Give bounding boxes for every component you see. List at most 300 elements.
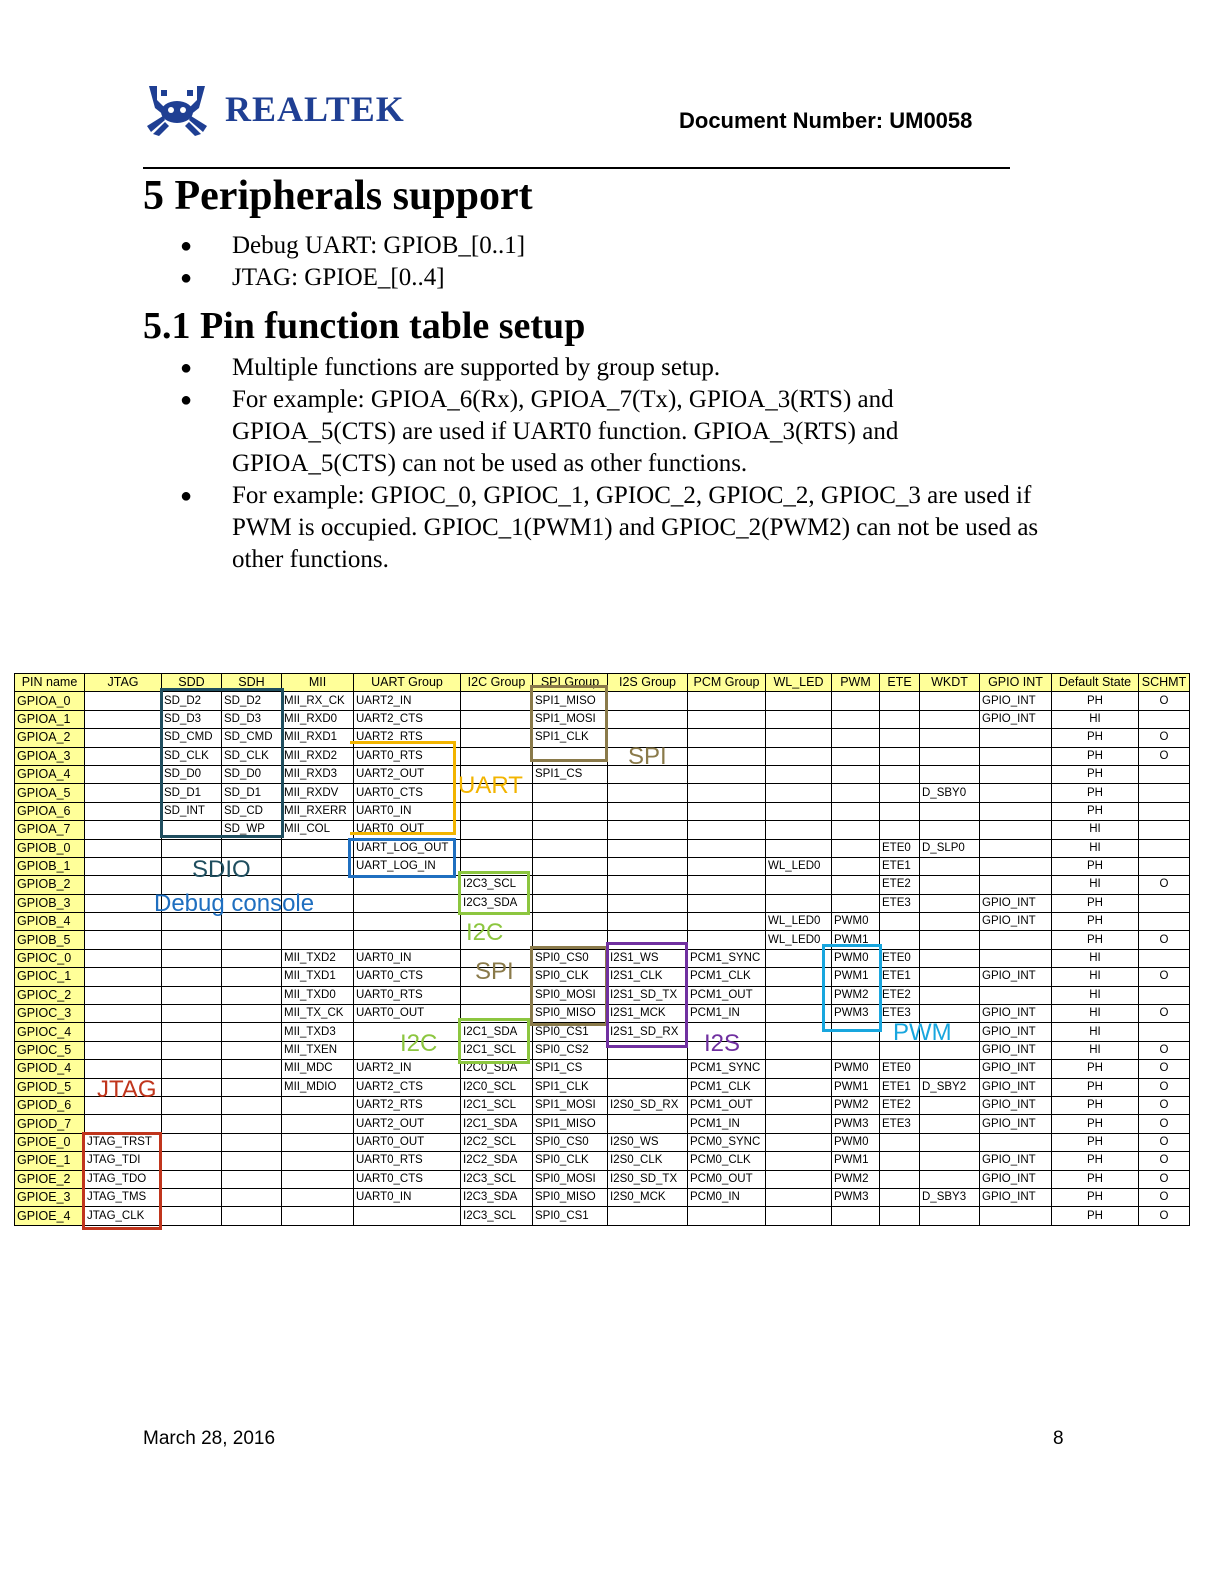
table-cell: GPIO_INT <box>980 1005 1052 1023</box>
table-row <box>15 1078 1190 1096</box>
table-cell <box>282 1152 354 1170</box>
table-cell: PH <box>1052 747 1139 765</box>
i2c-label-top: I2C <box>466 919 504 946</box>
table-cell: PCM1_SYNC <box>688 949 766 967</box>
table-row <box>15 1133 1190 1151</box>
table-cell <box>920 1060 980 1078</box>
pin-name-cell: GPIOE_3 <box>15 1188 85 1206</box>
table-cell <box>766 729 832 747</box>
table-row <box>15 949 1190 967</box>
table-cell: UART0_RTS <box>354 986 461 1004</box>
table-row <box>15 765 1190 783</box>
jtag-label: JTAG <box>97 1076 157 1103</box>
table-cell: ETE2 <box>880 986 920 1004</box>
pin-name-cell: GPIOA_5 <box>15 784 85 802</box>
table-cell <box>162 1041 222 1059</box>
table-cell: UART0_OUT <box>354 1133 461 1151</box>
table-cell <box>920 729 980 747</box>
table-cell: SD_D3 <box>162 710 222 728</box>
table-cell <box>1139 1023 1190 1041</box>
table-cell <box>832 710 880 728</box>
table-cell <box>222 1170 282 1188</box>
table-row <box>15 1041 1190 1059</box>
table-row <box>15 747 1190 765</box>
table-cell <box>1139 802 1190 820</box>
table-cell: O <box>1139 1207 1190 1225</box>
pin-name-cell: GPIOC_3 <box>15 1005 85 1023</box>
table-cell: SD_D3 <box>222 710 282 728</box>
table-cell: PH <box>1052 692 1139 710</box>
table-cell <box>533 913 608 931</box>
table-cell <box>920 1133 980 1151</box>
table-row <box>15 968 1190 986</box>
table-cell: GPIO_INT <box>980 1152 1052 1170</box>
table-cell: SD_WP <box>222 821 282 839</box>
table-cell <box>832 839 880 857</box>
table-cell <box>533 876 608 894</box>
table-cell <box>832 857 880 875</box>
table-cell <box>766 710 832 728</box>
table-cell: SD_CLK <box>222 747 282 765</box>
table-cell: GPIO_INT <box>980 1060 1052 1078</box>
table-cell: MII_TXD1 <box>282 968 354 986</box>
table-cell: HI <box>1052 876 1139 894</box>
table-cell <box>461 747 533 765</box>
table-cell: PCM0_CLK <box>688 1152 766 1170</box>
table-cell <box>608 1041 688 1059</box>
table-cell <box>688 784 766 802</box>
table-cell <box>461 710 533 728</box>
table-cell: PCM1_CLK <box>688 1078 766 1096</box>
i2s-label: I2S <box>704 1030 741 1057</box>
table-cell <box>85 765 162 783</box>
table-cell: O <box>1139 968 1190 986</box>
table-cell: GPIO_INT <box>980 968 1052 986</box>
table-cell: UART2_IN <box>354 1060 461 1078</box>
table-cell <box>222 839 282 857</box>
table-cell <box>1139 913 1190 931</box>
table-cell <box>832 765 880 783</box>
document-number: Document Number: UM0058 <box>679 108 973 133</box>
table-cell: UART0_IN <box>354 802 461 820</box>
table-cell <box>85 710 162 728</box>
pin-name-cell: GPIOA_7 <box>15 821 85 839</box>
table-cell <box>880 747 920 765</box>
table-cell <box>766 986 832 1004</box>
pin-name-cell: GPIOA_1 <box>15 710 85 728</box>
table-cell: I2C2_SCL <box>461 1133 533 1151</box>
pin-name-cell: GPIOA_6 <box>15 802 85 820</box>
table-cell <box>608 913 688 931</box>
table-cell: ETE2 <box>880 1096 920 1114</box>
table-cell: ETE0 <box>880 1060 920 1078</box>
table-cell <box>766 1005 832 1023</box>
table-cell <box>766 1115 832 1133</box>
table-cell <box>766 802 832 820</box>
table-cell <box>85 839 162 857</box>
table-cell <box>282 1188 354 1206</box>
table-cell: I2S1_CLK <box>608 968 688 986</box>
table-cell <box>766 821 832 839</box>
table-cell: I2C3_SCL <box>461 1207 533 1225</box>
pin-name-cell: GPIOD_7 <box>15 1115 85 1133</box>
table-cell <box>688 765 766 783</box>
table-cell <box>282 931 354 949</box>
table-cell: HI <box>1052 821 1139 839</box>
table-cell <box>920 1096 980 1114</box>
pwm-label: PWM <box>893 1019 952 1046</box>
column-header: SDH <box>222 674 282 692</box>
table-cell: MII_RX_CK <box>282 692 354 710</box>
table-cell: SPI0_CLK <box>533 968 608 986</box>
table-cell <box>980 931 1052 949</box>
table-cell: PH <box>1052 1170 1139 1188</box>
table-cell <box>461 729 533 747</box>
table-cell <box>162 1078 222 1096</box>
table-cell: UART2_OUT <box>354 765 461 783</box>
table-cell <box>766 1152 832 1170</box>
table-cell <box>222 968 282 986</box>
table-cell <box>766 894 832 912</box>
table-cell <box>162 1060 222 1078</box>
table-cell: I2C1_SCL <box>461 1041 533 1059</box>
table-cell <box>766 839 832 857</box>
table-cell: PH <box>1052 802 1139 820</box>
table-cell <box>688 692 766 710</box>
subsection-bullets <box>180 352 1060 576</box>
table-cell <box>222 1096 282 1114</box>
table-cell: SD_D1 <box>222 784 282 802</box>
table-cell: SPI1_CS <box>533 765 608 783</box>
table-cell: O <box>1139 931 1190 949</box>
table-cell: SPI0_CS2 <box>533 1041 608 1059</box>
table-cell: PH <box>1052 1152 1139 1170</box>
table-cell: SD_CMD <box>162 729 222 747</box>
table-cell <box>461 802 533 820</box>
table-cell <box>162 949 222 967</box>
table-cell <box>688 913 766 931</box>
table-cell: PWM2 <box>832 986 880 1004</box>
table-cell <box>85 876 162 894</box>
table-cell <box>880 1170 920 1188</box>
table-cell: O <box>1139 1060 1190 1078</box>
table-cell <box>608 821 688 839</box>
table-cell <box>766 1041 832 1059</box>
pin-name-cell: GPIOE_1 <box>15 1152 85 1170</box>
table-cell <box>608 1207 688 1225</box>
table-cell <box>354 1207 461 1225</box>
table-cell: O <box>1139 876 1190 894</box>
table-cell: JTAG_TDO <box>85 1170 162 1188</box>
table-cell <box>222 1133 282 1151</box>
table-cell <box>282 839 354 857</box>
pin-name-cell: GPIOE_0 <box>15 1133 85 1151</box>
table-cell <box>920 968 980 986</box>
table-cell: PWM2 <box>832 1096 880 1114</box>
table-cell <box>766 692 832 710</box>
table-cell <box>85 857 162 875</box>
table-cell: MII_RXD0 <box>282 710 354 728</box>
table-cell <box>766 1023 832 1041</box>
table-cell: SPI0_CS0 <box>533 1133 608 1151</box>
table-cell: PH <box>1052 1060 1139 1078</box>
table-cell <box>461 821 533 839</box>
table-cell <box>608 784 688 802</box>
table-cell: SPI1_MOSI <box>533 1096 608 1114</box>
table-cell: PCM1_CLK <box>688 968 766 986</box>
table-cell: ETE3 <box>880 1115 920 1133</box>
table-cell <box>880 765 920 783</box>
table-cell: PH <box>1052 857 1139 875</box>
table-cell: UART2_RTS <box>354 1096 461 1114</box>
pin-name-cell: GPIOD_5 <box>15 1078 85 1096</box>
table-cell <box>1139 765 1190 783</box>
pin-name-cell: GPIOC_2 <box>15 986 85 1004</box>
table-cell <box>608 857 688 875</box>
table-cell: UART0_IN <box>354 1188 461 1206</box>
table-row <box>15 931 1190 949</box>
table-cell <box>354 913 461 931</box>
table-cell <box>222 1060 282 1078</box>
pin-name-cell: GPIOB_5 <box>15 931 85 949</box>
table-cell <box>766 876 832 894</box>
table-cell: I2S1_WS <box>608 949 688 967</box>
spi-label-mid: SPI <box>475 958 514 985</box>
table-cell <box>162 1188 222 1206</box>
table-cell <box>880 913 920 931</box>
table-cell: I2C3_SCL <box>461 876 533 894</box>
table-cell: PWM3 <box>832 1115 880 1133</box>
table-cell: SPI1_CLK <box>533 1078 608 1096</box>
table-cell <box>980 802 1052 820</box>
table-cell <box>980 784 1052 802</box>
table-cell <box>162 986 222 1004</box>
table-cell: O <box>1139 1005 1190 1023</box>
table-cell: MII_MDIO <box>282 1078 354 1096</box>
bullet-item: ● JTAG: GPIOE_[0..4] <box>180 262 525 294</box>
table-cell: PCM0_OUT <box>688 1170 766 1188</box>
table-cell <box>920 1115 980 1133</box>
table-cell <box>1139 949 1190 967</box>
table-cell <box>688 729 766 747</box>
table-cell: PCM1_OUT <box>688 1096 766 1114</box>
pin-name-cell: GPIOC_0 <box>15 949 85 967</box>
table-cell: I2C1_SDA <box>461 1115 533 1133</box>
table-cell: GPIO_INT <box>980 1115 1052 1133</box>
table-row <box>15 1170 1190 1188</box>
table-cell <box>688 931 766 949</box>
pin-name-cell: GPIOD_6 <box>15 1096 85 1114</box>
table-cell <box>688 894 766 912</box>
table-row <box>15 729 1190 747</box>
table-cell <box>880 1207 920 1225</box>
table-cell: HI <box>1052 968 1139 986</box>
table-cell <box>162 1170 222 1188</box>
table-cell <box>1139 986 1190 1004</box>
table-cell: MII_RXDV <box>282 784 354 802</box>
column-header: SCHMT <box>1139 674 1190 692</box>
table-cell <box>608 931 688 949</box>
table-cell <box>162 821 222 839</box>
table-cell <box>1139 821 1190 839</box>
table-cell: PWM1 <box>832 968 880 986</box>
table-row <box>15 1207 1190 1225</box>
table-cell <box>162 1133 222 1151</box>
table-cell <box>980 747 1052 765</box>
table-cell: PH <box>1052 1188 1139 1206</box>
table-cell <box>766 1207 832 1225</box>
table-cell: PH <box>1052 729 1139 747</box>
page-number: 8 <box>1053 1428 1064 1449</box>
table-cell <box>85 913 162 931</box>
pin-name-cell: GPIOD_4 <box>15 1060 85 1078</box>
table-cell <box>85 1115 162 1133</box>
table-cell <box>162 1005 222 1023</box>
i2c-label-mid: I2C <box>400 1030 438 1057</box>
table-cell <box>980 949 1052 967</box>
table-cell: PWM3 <box>832 1005 880 1023</box>
table-cell <box>608 839 688 857</box>
table-cell <box>688 839 766 857</box>
pin-name-cell: GPIOB_3 <box>15 894 85 912</box>
table-cell: ETE3 <box>880 1005 920 1023</box>
table-cell <box>688 821 766 839</box>
table-cell <box>282 1133 354 1151</box>
table-cell: I2S0_CLK <box>608 1152 688 1170</box>
pin-name-cell: GPIOA_0 <box>15 692 85 710</box>
table-cell: PCM0_IN <box>688 1188 766 1206</box>
table-cell: PH <box>1052 913 1139 931</box>
table-cell: HI <box>1052 839 1139 857</box>
table-cell <box>980 1207 1052 1225</box>
table-cell <box>162 931 222 949</box>
table-cell: I2S0_SD_RX <box>608 1096 688 1114</box>
table-cell: HI <box>1052 1041 1139 1059</box>
table-cell: I2C1_SCL <box>461 1096 533 1114</box>
table-cell <box>608 1078 688 1096</box>
table-cell <box>980 729 1052 747</box>
table-cell <box>461 1005 533 1023</box>
table-cell <box>832 894 880 912</box>
table-cell: SPI0_CS1 <box>533 1023 608 1041</box>
table-cell <box>880 931 920 949</box>
pin-name-cell: GPIOE_4 <box>15 1207 85 1225</box>
table-cell <box>766 765 832 783</box>
table-cell <box>222 1005 282 1023</box>
table-cell: SPI1_MISO <box>533 1115 608 1133</box>
table-cell: SPI0_MOSI <box>533 1170 608 1188</box>
table-cell: PH <box>1052 1207 1139 1225</box>
column-header: PIN name <box>15 674 85 692</box>
table-cell: UART0_CTS <box>354 1170 461 1188</box>
table-cell <box>85 1005 162 1023</box>
pin-name-cell: GPIOB_4 <box>15 913 85 931</box>
table-cell <box>832 1207 880 1225</box>
table-cell: ETE0 <box>880 839 920 857</box>
table-cell <box>85 1041 162 1059</box>
table-cell: GPIO_INT <box>980 1023 1052 1041</box>
table-cell: D_SLP0 <box>920 839 980 857</box>
table-cell <box>688 747 766 765</box>
table-cell <box>85 931 162 949</box>
table-cell: UART0_CTS <box>354 968 461 986</box>
table-cell: UART0_IN <box>354 949 461 967</box>
table-cell <box>461 839 533 857</box>
table-cell <box>85 747 162 765</box>
column-header: SPI Group <box>533 674 608 692</box>
table-cell <box>608 692 688 710</box>
section-bullets <box>180 230 525 294</box>
table-cell <box>832 729 880 747</box>
table-row <box>15 1115 1190 1133</box>
table-cell: SD_INT <box>162 802 222 820</box>
table-cell: PWM2 <box>832 1170 880 1188</box>
table-cell: GPIO_INT <box>980 913 1052 931</box>
table-cell <box>920 692 980 710</box>
table-cell <box>608 894 688 912</box>
table-cell <box>461 692 533 710</box>
spi-label-top: SPI <box>628 743 667 770</box>
table-cell <box>222 986 282 1004</box>
table-cell: O <box>1139 1188 1190 1206</box>
table-cell: I2C0_SDA <box>461 1060 533 1078</box>
table-cell: ETE3 <box>880 894 920 912</box>
table-cell <box>688 1207 766 1225</box>
table-cell: PCM0_SYNC <box>688 1133 766 1151</box>
table-cell <box>222 949 282 967</box>
table-row <box>15 839 1190 857</box>
table-cell <box>980 986 1052 1004</box>
table-cell: UART0_OUT <box>354 1005 461 1023</box>
table-cell <box>920 931 980 949</box>
column-header: WKDT <box>920 674 980 692</box>
table-cell <box>766 747 832 765</box>
table-cell <box>920 857 980 875</box>
table-cell: GPIO_INT <box>980 692 1052 710</box>
table-cell <box>222 1115 282 1133</box>
table-cell: PH <box>1052 784 1139 802</box>
table-cell: O <box>1139 1078 1190 1096</box>
table-cell: I2C2_SDA <box>461 1152 533 1170</box>
table-cell <box>766 1188 832 1206</box>
table-cell: O <box>1139 1096 1190 1114</box>
realtek-logo <box>143 82 423 137</box>
table-cell <box>608 1060 688 1078</box>
table-cell: WL_LED0 <box>766 857 832 875</box>
bullet-item: ● Debug UART: GPIOB_[0..1] <box>180 230 525 262</box>
table-row <box>15 1188 1190 1206</box>
table-cell <box>920 1207 980 1225</box>
table-row <box>15 710 1190 728</box>
table-cell <box>162 1023 222 1041</box>
pin-name-cell: GPIOC_4 <box>15 1023 85 1041</box>
table-cell: O <box>1139 729 1190 747</box>
table-cell: UART2_CTS <box>354 1078 461 1096</box>
table-cell: SPI0_CS1 <box>533 1207 608 1225</box>
table-cell: ETE1 <box>880 1078 920 1096</box>
table-cell: MII_RXD2 <box>282 747 354 765</box>
table-cell: PCM1_SYNC <box>688 1060 766 1078</box>
table-cell: JTAG_TMS <box>85 1188 162 1206</box>
table-cell <box>920 1170 980 1188</box>
table-cell <box>608 1115 688 1133</box>
table-cell <box>920 913 980 931</box>
table-cell <box>162 968 222 986</box>
column-header: Default State <box>1052 674 1139 692</box>
table-cell: I2S1_SD_TX <box>608 986 688 1004</box>
table-cell <box>766 784 832 802</box>
table-cell <box>688 857 766 875</box>
